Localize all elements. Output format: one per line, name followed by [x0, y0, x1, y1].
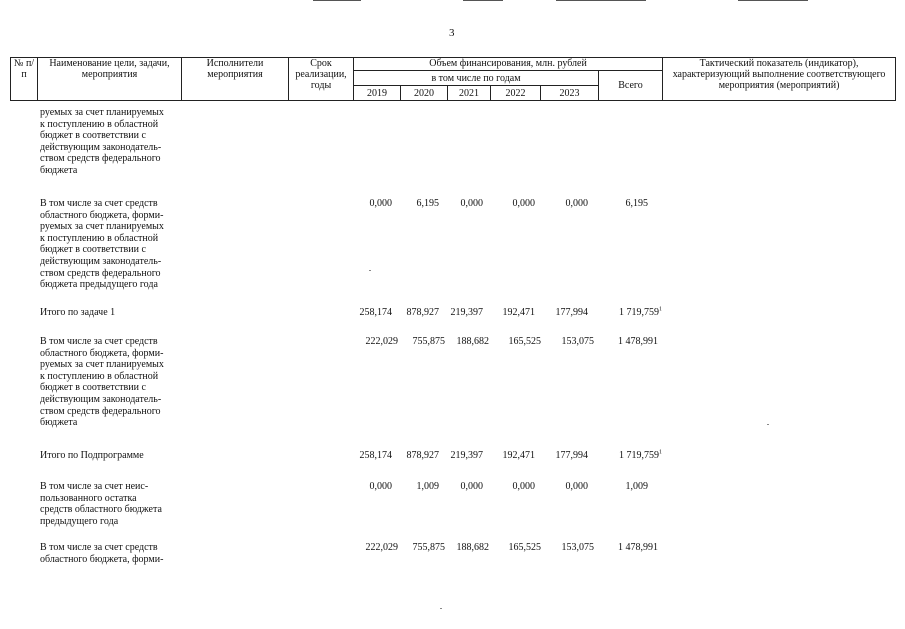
- value-2020: 878,927: [406, 307, 439, 318]
- desc-line: средств областного бюджета: [40, 504, 162, 516]
- value-2023: 177,994: [555, 450, 588, 461]
- desc-line: ством средств федерального: [40, 405, 161, 417]
- value-2023: 0,000: [565, 198, 588, 209]
- value-2021: 188,682: [456, 336, 489, 347]
- value-total: 1,009: [625, 481, 648, 492]
- desc-line: действующим законодатель-: [40, 141, 162, 153]
- value-2019: 0,000: [369, 481, 392, 492]
- row-description: [40, 107, 176, 177]
- value-2022: 192,471: [502, 450, 535, 461]
- desc-line: бюджет в соответствии с: [40, 244, 146, 256]
- scan-speck: [440, 608, 442, 609]
- desc-line: В том числе за счет средств: [40, 336, 158, 347]
- header-year: 2023: [541, 86, 599, 101]
- top-rule-2: [463, 0, 503, 1]
- value-total: 1 478,991: [618, 336, 658, 347]
- value-2019: 222,029: [365, 542, 398, 553]
- desc-line: бюджет в соответствии с: [40, 130, 146, 142]
- value-2019: 0,000: [369, 198, 392, 209]
- desc-line: ством средств федерального: [40, 153, 161, 165]
- value-2020: 755,875: [412, 542, 445, 553]
- table-header: [10, 57, 896, 101]
- value-2023: 177,994: [555, 307, 588, 318]
- desc-line: действующим законодатель-: [40, 255, 162, 267]
- desc-line: бюджета: [40, 164, 78, 176]
- value-2019: 222,029: [365, 336, 398, 347]
- header-by-years: в том числе по годам: [354, 71, 599, 86]
- value-total: 1 478,991: [618, 542, 658, 553]
- desc-line: областного бюджета, форми-: [40, 553, 164, 565]
- value-2021: 219,397: [450, 307, 483, 318]
- desc-line: руемых за счет планируемых: [40, 359, 164, 371]
- desc-line: ством средств федерального: [40, 267, 161, 279]
- header-indicator: Тактический показатель (индикатор), характеризующий выполнение соответствующего мероприятия (мероприятий): [663, 58, 896, 101]
- desc-line: областного бюджета, форми-: [40, 209, 164, 221]
- scan-speck: [767, 424, 769, 425]
- row-description: [40, 481, 176, 527]
- footnote-mark: 1: [659, 449, 662, 456]
- page-number: 3: [449, 27, 455, 39]
- desc-line: бюджета предыдущего года: [40, 279, 158, 291]
- header-year: 2019: [354, 86, 401, 101]
- value-2023: 0,000: [565, 481, 588, 492]
- total-amount: 1 719,759: [619, 450, 659, 461]
- desc-line: пользованного остатка: [40, 492, 137, 504]
- value-2022: 0,000: [512, 198, 535, 209]
- value-2022: 0,000: [512, 481, 535, 492]
- desc-line: к поступлению в областной: [40, 232, 159, 244]
- desc-line: В том числе за счет средств: [40, 542, 158, 553]
- desc-line: предыдущего года: [40, 515, 119, 527]
- desc-line: В том числе за счет средств: [40, 198, 158, 209]
- row-description: [40, 336, 176, 429]
- row-description: [40, 450, 176, 462]
- top-rule-3: [556, 0, 646, 1]
- value-2019: 258,174: [359, 307, 392, 318]
- value-2021: 0,000: [460, 481, 483, 492]
- value-2019: 258,174: [359, 450, 392, 461]
- value-2020: 6,195: [416, 198, 439, 209]
- header-term: Срок реализации, годы: [289, 58, 354, 101]
- value-total: [600, 450, 662, 462]
- desc-line: бюджета: [40, 417, 78, 429]
- footnote-mark: 1: [659, 306, 662, 313]
- header-year: 2021: [448, 86, 491, 101]
- header-finance: Объем финансирования, млн. рублей: [354, 58, 663, 71]
- desc-line: Итого по задаче 1: [40, 307, 116, 318]
- scan-speck: [369, 270, 371, 271]
- header-num: № п/п: [11, 58, 38, 101]
- value-2020: 755,875: [412, 336, 445, 347]
- header-total: Всего: [599, 71, 663, 101]
- value-2022: 192,471: [502, 307, 535, 318]
- desc-line: бюджет в соответствии с: [40, 382, 146, 394]
- desc-line: Итого по Подпрограмме: [40, 450, 144, 461]
- value-2023: 153,075: [561, 336, 594, 347]
- row-description: [40, 307, 176, 319]
- desc-line: областного бюджета, форми-: [40, 347, 164, 359]
- header-year: 2022: [491, 86, 541, 101]
- top-rule-1: [313, 0, 361, 1]
- value-2020: 1,009: [416, 481, 439, 492]
- header-exec: Исполнители мероприятия: [182, 58, 289, 101]
- value-2022: 165,525: [508, 336, 541, 347]
- value-2021: 219,397: [450, 450, 483, 461]
- desc-line: руемых за счет планируемых: [40, 107, 164, 118]
- value-2021: 188,682: [456, 542, 489, 553]
- desc-line: к поступлению в областной: [40, 118, 159, 130]
- value-total: [600, 307, 662, 319]
- desc-line: к поступлению в областной: [40, 370, 159, 382]
- value-2021: 0,000: [460, 198, 483, 209]
- desc-line: руемых за счет планируемых: [40, 221, 164, 233]
- row-description: [40, 542, 176, 565]
- desc-line: В том числе за счет неис-: [40, 481, 149, 492]
- row-description: [40, 198, 176, 291]
- header-year: 2020: [401, 86, 448, 101]
- value-2023: 153,075: [561, 542, 594, 553]
- header-name: Наименование цели, задачи, мероприятия: [38, 58, 182, 101]
- value-total: 6,195: [625, 198, 648, 209]
- top-rule-4: [738, 0, 808, 1]
- desc-line: действующим законодатель-: [40, 393, 162, 405]
- value-2020: 878,927: [406, 450, 439, 461]
- value-2022: 165,525: [508, 542, 541, 553]
- total-amount: 1 719,759: [619, 307, 659, 318]
